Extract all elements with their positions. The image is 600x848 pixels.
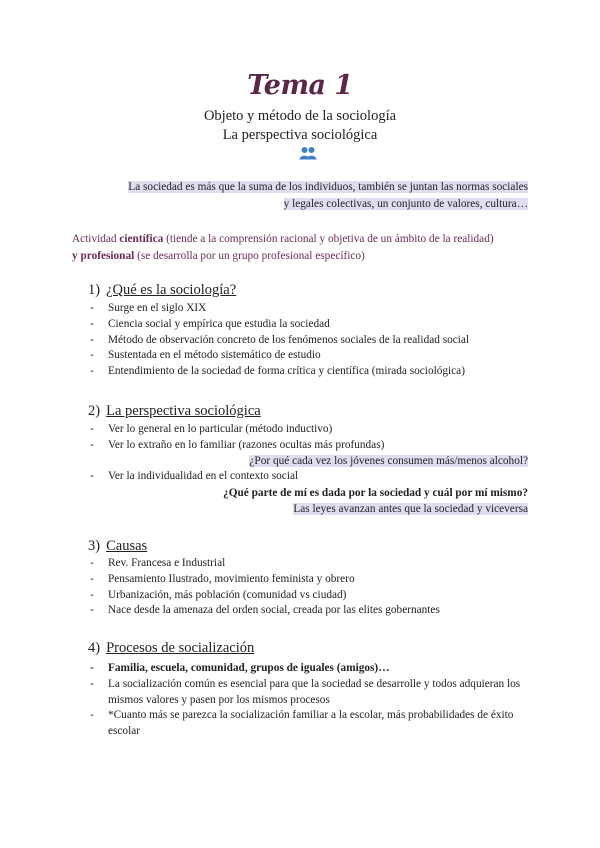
quote-line-2: y legales colectivas, un conjunto de valores, cultura…	[283, 198, 528, 210]
section-3-number: 3)	[88, 538, 101, 554]
section-2-heading	[88, 403, 261, 420]
people-icon	[299, 146, 317, 160]
definition-paragraph	[72, 231, 542, 265]
section-4-list	[88, 661, 528, 740]
section-1-title: ¿Qué es la sociología?	[106, 282, 237, 298]
definition-bold-2: y profesional	[72, 250, 135, 262]
list-item: - Pensamiento Ilustrado, movimiento feminista y obrero	[88, 572, 528, 588]
list-item: - *Cuanto más se parezca la socialización familiar a la escolar, más probabilidades de éxito escolar	[88, 708, 528, 740]
subtitle-primary: Objeto y método de la sociología	[203, 108, 397, 124]
list-item: - Sustentada en el método sistemático de estudio	[88, 348, 528, 364]
list-item: - Entendimiento de la sociedad de forma crítica y científica (mirada sociológica)	[88, 364, 528, 380]
definition-bold-1: científica	[119, 233, 164, 245]
quote-line-1: La sociedad es más que la suma de los individuos, también se juntan las normas sociales	[128, 181, 528, 193]
section-3-heading	[88, 538, 147, 555]
section-2-note-question	[249, 453, 528, 469]
list-item: - Urbanización, más población (comunidad vs ciudad)	[88, 588, 528, 604]
section-2-note-laws	[293, 501, 528, 517]
list-item: - Ciencia social y empírica que estudia la sociedad	[88, 317, 528, 333]
section-3-list	[88, 556, 528, 619]
section-1-number: 1)	[88, 282, 101, 298]
section-4-heading	[88, 640, 254, 657]
definition-text-2: (tiende a la comprensión racional y objetiva de un ámbito de la realidad)	[163, 233, 494, 245]
list-item: - La socialización común es esencial para que la sociedad se desarrolle y todos adquieran los mismos valores y pasen por los mismos procesos	[88, 677, 528, 709]
list-item: - Ver la individualidad en el contexto social	[88, 469, 528, 485]
definition-text-1: Actividad	[72, 233, 120, 245]
section-2-list	[88, 422, 528, 454]
quote-block	[128, 179, 528, 213]
highlighted-laws: Las leyes avanzan antes que la sociedad y viceversa	[293, 503, 528, 515]
list-item: - Nace desde la amenaza del orden social, creada por las elites gobernantes	[88, 603, 528, 619]
section-2-list-cont	[88, 469, 528, 485]
subtitle-secondary: La perspectiva sociológica	[222, 127, 378, 143]
list-item: - Método de observación concreto de los fenómenos sociales de la realidad social	[88, 333, 528, 349]
definition-text-3: (se desarrolla por un grupo profesional específico)	[134, 250, 365, 262]
list-item: - Surge en el siglo XIX	[88, 301, 528, 317]
page-title: Tema 1	[247, 70, 353, 101]
section-1-heading	[88, 282, 236, 299]
list-item: - Ver lo general en lo particular (método inductivo)	[88, 422, 528, 438]
section-3-title: Causas	[106, 538, 148, 554]
list-item: - Rev. Francesa e Industrial	[88, 556, 528, 572]
list-item: - Familia, escuela, comunidad, grupos de iguales (amigos)…	[88, 661, 528, 677]
list-item: - Ver lo extraño en lo familiar (razones ocultas más profundas)	[88, 438, 528, 454]
section-2-number: 2)	[88, 403, 101, 419]
section-2-note-bold: ¿Qué parte de mí es dada por la sociedad y cuál por mí mismo?	[223, 487, 528, 499]
highlighted-question: ¿Por qué cada vez los jóvenes consumen más/menos alcohol?	[249, 455, 528, 467]
section-4-number: 4)	[88, 640, 101, 656]
section-4-title: Procesos de socialización	[106, 640, 255, 656]
section-1-list	[88, 301, 528, 380]
section-2-title: La perspectiva sociológica	[106, 403, 261, 419]
